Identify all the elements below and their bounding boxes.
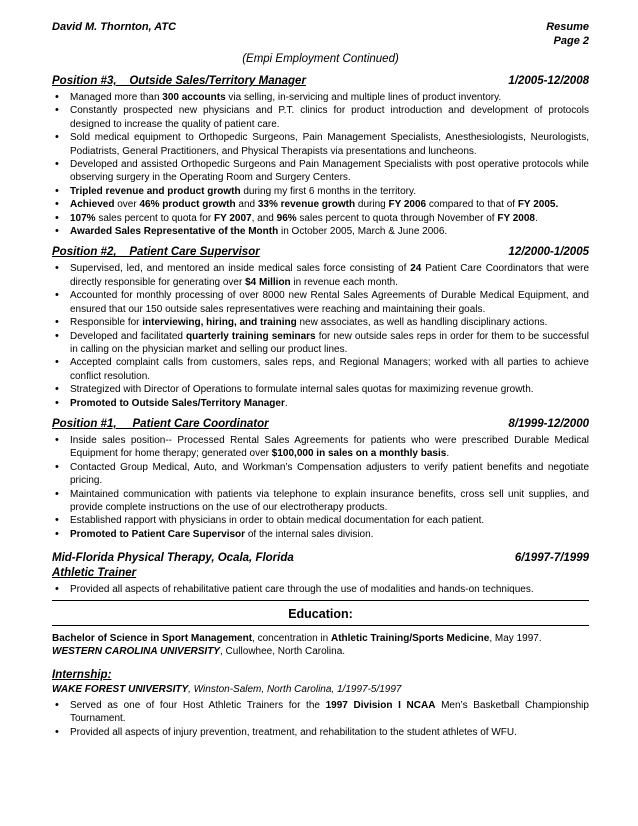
doc-label: Resume [546, 21, 589, 33]
university-line: WESTERN CAROLINA UNIVERSITY, Cullowhee, North Carolina. [52, 646, 346, 657]
position-heading [52, 74, 589, 89]
bullet-item: • Provided all aspects of injury prevention, treatment, and rehabilitation to the student athletes of WFU. [52, 726, 589, 739]
position-bullets [52, 91, 589, 238]
resume-page [52, 20, 589, 739]
education-section [52, 632, 589, 659]
bullet-item: • Developed and facilitated quarterly training seminars for new outside sales reps in order for them to be successful in calling on the physician market and selling our product lines. [52, 330, 589, 357]
bullet-item: • Maintained communication with patients via telephone to explain insurance benefits, cross sell unit supplies, and provide complete instructions on the use of our electrotherapy products. [52, 488, 589, 515]
positions-section [52, 74, 589, 541]
employer-role: Athletic Trainer [52, 567, 137, 580]
position-title: Position #2, Patient Care Supervisor [52, 246, 260, 259]
position-dates: 8/1999-12/2000 [508, 417, 589, 430]
bullet-item: • 107% sales percent to quota for FY 2007, and 96% sales percent to quota through November of FY 2008. [52, 212, 589, 225]
education-heading: Education: [288, 606, 353, 621]
bullet-item: • Accounted for monthly processing of over 8000 new Rental Sales Agreements of Durable Medical Equipment, and ensured that our 150 outside sales representatives were reaching and maintaining their goals. [52, 289, 589, 316]
bullet-item: • Promoted to Outside Sales/Territory Manager. [52, 397, 589, 410]
bullet-item: • Supervised, led, and mentored an inside medical sales force consisting of 24 Patient Care Coordinators that were directly responsible for generating over $4 Million in revenue each month. [52, 262, 589, 289]
internship-line: WAKE FOREST UNIVERSITY, Winston-Salem, North Carolina, 1/1997-5/1997 [52, 684, 402, 696]
bullet-item: • Served as one of four Host Athletic Trainers for the 1997 Division I NCAA Men’s Basketball Championship Tournament. [52, 699, 589, 726]
bullet-item: • Achieved over 46% product growth and 33% revenue growth during FY 2006 compared to that of FY 2005. [52, 198, 589, 211]
internship-bullets [52, 699, 589, 739]
bullet-item: • Inside sales position-- Processed Rental Sales Agreements for patients who were prescribed Durable Medical Equipment for home therapy; generated over $100,000 in sales on a monthly basis. [52, 434, 589, 461]
page-header [52, 20, 589, 48]
bullet-item: • Awarded Sales Representative of the Month in October 2005, March & June 2006. [52, 225, 589, 238]
bullet-item: • Promoted to Patient Care Supervisor of the internal sales division. [52, 528, 589, 541]
internship-heading: Internship: [52, 669, 112, 682]
employer-bullets [52, 583, 589, 596]
section-divider [52, 625, 589, 626]
bullet-item: • Established rapport with physicians in order to obtain medical documentation for each patient. [52, 514, 589, 527]
bullet-item: • Contacted Group Medical, Auto, and Workman’s Compensation adjusters to verify patient benefits and negotiate pricing. [52, 461, 589, 488]
position-title: Position #3, Outside Sales/Territory Manager [52, 75, 306, 87]
employer-name: Mid-Florida Physical Therapy, Ocala, Florida [52, 552, 294, 565]
bullet-item: • Developed and assisted Orthopedic Surgeons and Pain Management Specialists with post operative protocols while observing surgery in the Operating Room and Surgery Centers. [52, 158, 589, 185]
bullet-item: • Sold medical equipment to Orthopedic Surgeons, Pain Management Specialists, Anesthesiologists, Neurologists, Podiatrists, General Practitioners, and Physical Therapists via presentations and luncheons. [52, 131, 589, 158]
bullet-item: • Tripled revenue and product growth during my first 6 months in the territory. [52, 185, 589, 198]
candidate-name: David M. Thornton, ATC [52, 21, 177, 33]
position-dates: 12/2000-1/2005 [508, 246, 589, 259]
bullet-item: • Responsible for interviewing, hiring, and training new associates, as well as handling disciplinary actions. [52, 316, 589, 329]
page-label: Page 2 [553, 35, 589, 47]
bullet-item: • Accepted complaint calls from customers, sales reps, and Regional Managers; worked with all parties to achieve conflict resolution. [52, 356, 589, 383]
position-bullets [52, 434, 589, 541]
bullet-item: • Strategized with Director of Operations to formulate internal sales quotas for maximizing revenue growth. [52, 383, 589, 396]
position-heading [52, 417, 589, 432]
position-title: Position #1, Patient Care Coordinator [52, 417, 269, 430]
position-heading [52, 245, 589, 260]
degree-line: Bachelor of Science in Sport Management, concentration in Athletic Training/Sports Medicine, May 1997. [52, 632, 542, 644]
position-dates: 1/2005-12/2008 [508, 75, 589, 87]
employer-mid-florida [52, 551, 589, 596]
continued-note: (Empi Employment Continued) [242, 53, 399, 65]
bullet-item: • Constantly prospected new physicians and P.T. clinics for product introduction and development of protocols designed to increase the quality of patient care. [52, 104, 589, 131]
employer-dates: 6/1997-7/1999 [514, 552, 589, 565]
section-divider [52, 600, 589, 601]
bullet-item: • Provided all aspects of rehabilitative patient care through the use of modalities and hands-on techniques. [52, 583, 589, 596]
position-bullets [52, 262, 589, 409]
bullet-item: • Managed more than 300 accounts via selling, in-servicing and multiple lines of product inventory. [52, 91, 589, 104]
